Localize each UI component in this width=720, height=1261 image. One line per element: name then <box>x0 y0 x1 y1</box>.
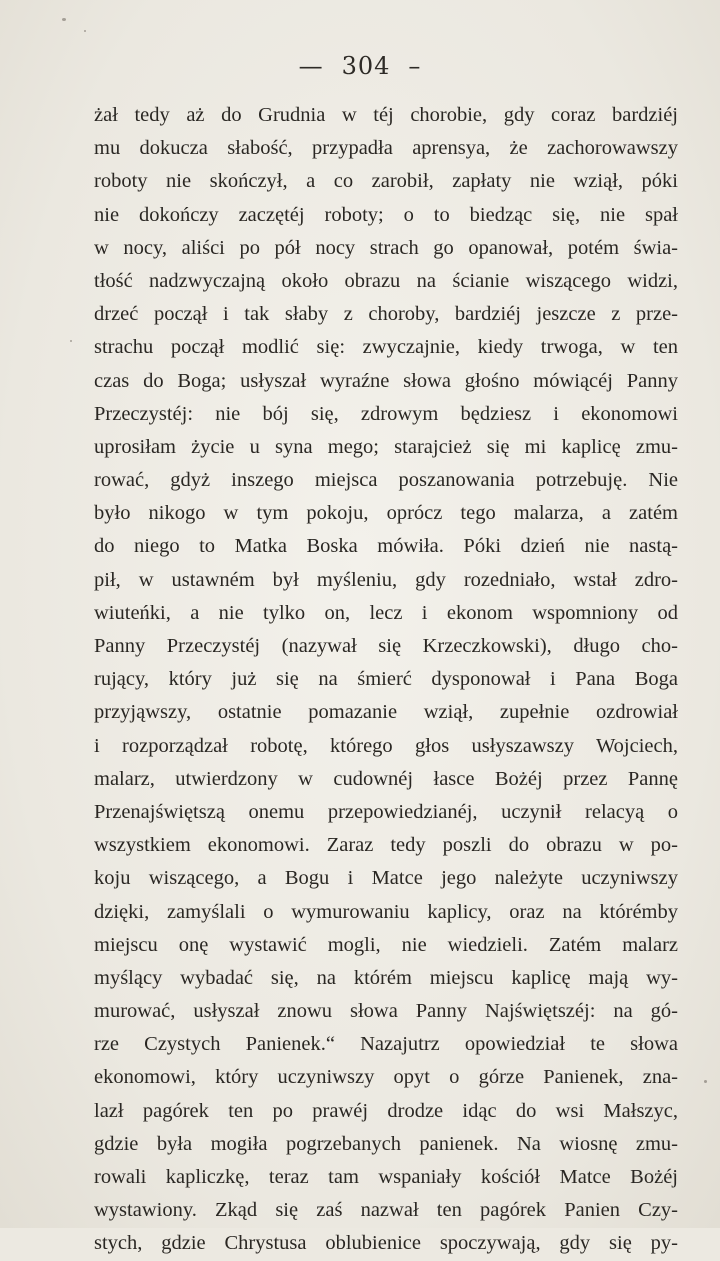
text-line: strachu począł modlić się: zwyczajnie, kiedy trwoga, w ten <box>94 336 678 359</box>
text-line: lazł pagórek ten po prawéj drodze idąc do wsi Małszyc, <box>94 1099 678 1122</box>
paper-speck <box>704 1080 707 1083</box>
page-number-dash-right: – <box>408 52 422 80</box>
paper-speck <box>62 18 66 21</box>
text-line: malarz, utwierdzony w cudownéj łasce Bożéj przez Pannę <box>94 767 678 790</box>
text-line: czas do Boga; usłyszał wyraźne słowa głośno mówiącéj Panny <box>94 369 678 392</box>
paper-speck <box>84 30 86 32</box>
text-line: koju wiszącego, a Bogu i Matce jego należyte uczyniwszy <box>94 867 678 890</box>
text-line: rze Czystych Panienek.“ Nazajutrz opowiedział te słowa <box>94 1033 678 1056</box>
text-line: do niego to Matka Boska mówiła. Póki dzień nie nastą- <box>94 535 678 558</box>
text-line: i rozporządzał robotę, którego głos usłyszawszy Wojciech, <box>94 734 678 757</box>
text-line: drzeć począł i tak słaby z choroby, bardziéj jeszcze z prze- <box>94 303 678 326</box>
text-line: nie dokończy zaczętéj roboty; o to biedząc się, nie spał <box>94 203 678 226</box>
text-line: w nocy, aliści po pół nocy strach go opanował, potém świa- <box>94 236 678 259</box>
text-line: roboty nie skończył, a co zarobił, zapłaty nie wziął, póki <box>94 170 678 193</box>
text-line: stych, gdzie Chrystusa oblubienice spoczywają, gdy się py- <box>94 1232 678 1255</box>
text-line: wiuteńki, a nie tylko on, lecz i ekonom wspomniony od <box>94 601 678 624</box>
text-line: miejscu onę wystawić mogli, nie wiedzieli. Zatém malarz <box>94 933 678 956</box>
text-line: dzięki, zamyślali o wymurowaniu kaplicy, oraz na którémby <box>94 900 678 923</box>
text-line: wszystkiem ekonomowi. Zaraz tedy poszli do obrazu w po- <box>94 834 678 857</box>
text-line: wystawiony. Zkąd się zaś nazwał ten pagórek Panien Czy- <box>94 1199 678 1222</box>
text-line: myślący wybadać się, na którém miejscu kaplicę mają wy- <box>94 966 678 989</box>
text-line: rowali kapliczkę, teraz tam wspaniały kościół Matce Bożéj <box>94 1166 678 1188</box>
page-number-value: 304 <box>341 52 391 80</box>
text-line: uprosiłam życie u syna mego; starajcież się mi kaplicę zmu- <box>94 435 678 458</box>
text-line: przyjąwszy, ostatnie pomazanie wziął, zupełnie ozdrowiał <box>94 701 678 724</box>
text-line: mu dokucza słabość, przypadła aprensya, że zachorowawszy <box>94 137 678 160</box>
text-line: rujący, który już się na śmierć dysponował i Pana Boga <box>94 668 678 691</box>
page-number <box>0 52 720 80</box>
text-line: Przeczystéj: nie bój się, zdrowym będziesz i ekonomowi <box>94 402 678 425</box>
body-text <box>94 99 678 1261</box>
page-number-dash-left: — <box>298 52 324 80</box>
text-line: murować, usłyszał znowu słowa Panny Najświętszéj: na gó- <box>94 1000 678 1023</box>
paper-speck <box>70 340 72 342</box>
text-line: gdzie była mogiła pogrzebanych panienek. Na wiosnę zmu- <box>94 1132 678 1155</box>
text-line: żał tedy aż do Grudnia w téj chorobie, gdy coraz bardziéj <box>94 104 678 126</box>
text-line: Panny Przeczystéj (nazywał się Krzeczkowski), długo cho- <box>94 635 678 657</box>
text-line: było nikogo w tym pokoju, oprócz tego malarza, a zatém <box>94 502 678 525</box>
text-line: tłość nadzwyczajną około obrazu na ścianie wiszącego widzi, <box>94 269 678 292</box>
text-line: rować, gdyż inszego miejsca poszanowania potrzebuję. Nie <box>94 469 678 492</box>
text-line: Przenajświętszą onemu przepowiedzianéj, uczynił relacyą o <box>94 800 678 823</box>
text-line: pił, w ustawném był myśleniu, gdy rozedniało, wstał zdro- <box>94 568 678 591</box>
text-line: ekonomowi, który uczyniwszy opyt o górze Panienek, zna- <box>94 1066 678 1089</box>
